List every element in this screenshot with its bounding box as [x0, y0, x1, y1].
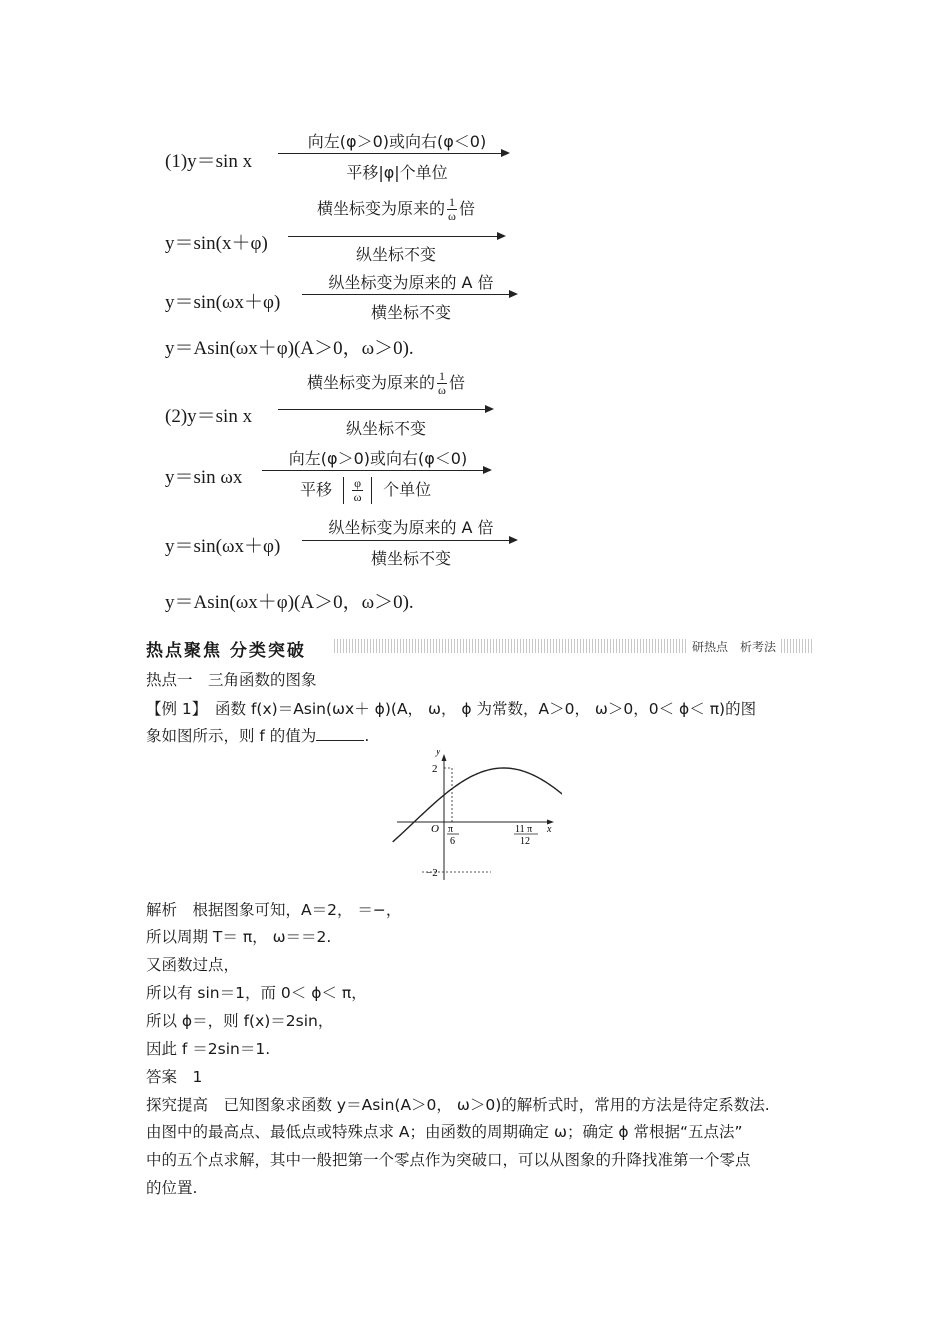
chain1-step3-bottom: 横坐标不变 — [370, 303, 451, 322]
chain2-step2-fraction: $\frac{\varphi}{\omega}$ — [353, 476, 362, 504]
solution-line5: 所以 ϕ＝，则 f(x)＝2sin， — [146, 1012, 334, 1030]
chain1-step2-bottom: 纵坐标不变 — [355, 245, 436, 264]
chain2-step1-top: 横坐标变为原来的 $\frac{1}{\omega}$ 倍 — [306, 369, 466, 397]
chain1-step3-top: 纵坐标变为原来的 A 倍 — [328, 273, 494, 292]
chain2-step2-top: 向左(φ＞0)或向右(φ＜0) — [288, 449, 468, 468]
label-origin: O — [431, 823, 439, 835]
chain1-mid1: y＝sin(x＋φ) — [165, 233, 268, 254]
example-line1: 【例 1】 函数 f(x)＝Asin(ωx＋ ϕ)(A， ω， ϕ 为常数，A＞0， ω＞0，0＜ ϕ＜ π)的图 — [146, 700, 757, 718]
chain1-step2-fraction: $\frac{1}{\omega}$ — [448, 195, 456, 223]
sine-curve — [393, 768, 562, 842]
chain2-arrow2 — [262, 470, 490, 471]
solution-line6: 因此 f ＝2sin＝1. — [146, 1040, 271, 1058]
y-label: y — [436, 750, 441, 757]
section-title: 热点聚焦 分类突破 — [146, 641, 306, 661]
insight-line4: 的位置. — [146, 1179, 198, 1197]
solution-line4: 所以有 sin＝1，而 0＜ ϕ＜ π， — [146, 984, 367, 1002]
label-max-2: 2 — [432, 763, 438, 775]
label-6: 6 — [450, 836, 455, 847]
insight-line2: 由图中的最高点、最低点或特殊点求 A；由函数的周期确定 ω；确定 ϕ 常根据“五点法” — [146, 1123, 743, 1141]
insight-line1: 探究提高 已知图象求函数 y＝Asin(A＞0， ω＞0)的解析式时，常用的方法是待定系数法. — [146, 1096, 770, 1114]
chain1-start: (1)y＝sin x — [165, 151, 253, 172]
section-header-bar — [146, 636, 814, 661]
chain1-mid2: y＝sin(ωx＋φ) — [165, 292, 281, 313]
solution-line1: 解析 根据图象可知，A＝2， ＝−， — [146, 901, 402, 919]
chain2-step1-fraction: $\frac{1}{\omega}$ — [438, 369, 446, 397]
chain1-arrow2 — [288, 236, 504, 237]
chain2-mid1: y＝sin ωx — [165, 467, 243, 488]
sine-graph — [392, 750, 562, 885]
chain1-end: y＝Asin(ωx＋φ)(A＞0，ω＞0). — [165, 338, 414, 359]
solution-line2: 所以周期 T＝ π， ω＝＝2. — [146, 928, 332, 946]
chain2-step2-bottom: 平移 $\frac{\varphi}{\omega}$ 个单位 — [300, 476, 432, 504]
label-11pi: 11 π — [515, 824, 533, 835]
insight-line3: 中的五个点求解，其中一般把第一个零点作为突破口，可以从图象的升降找准第一个零点 — [146, 1151, 751, 1169]
chain2-end: y＝Asin(ωx＋φ)(A＞0，ω＞0). — [165, 592, 414, 613]
hotspot-heading: 热点一 三角函数的图象 — [146, 671, 317, 689]
chain1-arrow3 — [302, 294, 516, 295]
chain2-step3-top: 纵坐标变为原来的 A 倍 — [328, 518, 494, 537]
example-line2: 象如图所示，则 f 的值为 . — [146, 727, 370, 745]
chain2-arrow1 — [278, 409, 492, 410]
solution-line3: 又函数过点， — [146, 956, 240, 974]
chain2-step3-bottom: 横坐标不变 — [370, 549, 451, 568]
answer-blank — [316, 726, 364, 741]
chain1-arrow1 — [278, 153, 508, 154]
x-label: x — [547, 824, 552, 835]
y-axis-arrow — [442, 754, 447, 761]
chain1-step2-top: 横坐标变为原来的 $\frac{1}{\omega}$ 倍 — [316, 195, 476, 223]
section-tag: 研热点 析考法 — [688, 638, 780, 655]
answer-line: 答案 1 — [146, 1068, 203, 1086]
chain1-step1-bottom: 平移|φ|个单位 — [346, 163, 448, 182]
label-min-neg2: −2 — [426, 867, 438, 879]
label-12: 12 — [520, 836, 530, 847]
chain2-mid2: y＝sin(ωx＋φ) — [165, 536, 281, 557]
chain2-start: (2)y＝sin x — [165, 406, 253, 427]
chain2-step1-bottom: 纵坐标不变 — [345, 419, 426, 438]
label-pi: π — [448, 824, 454, 835]
chain1-step1-top: 向左(φ＞0)或向右(φ＜0) — [307, 132, 487, 151]
chain2-arrow3 — [302, 540, 516, 541]
